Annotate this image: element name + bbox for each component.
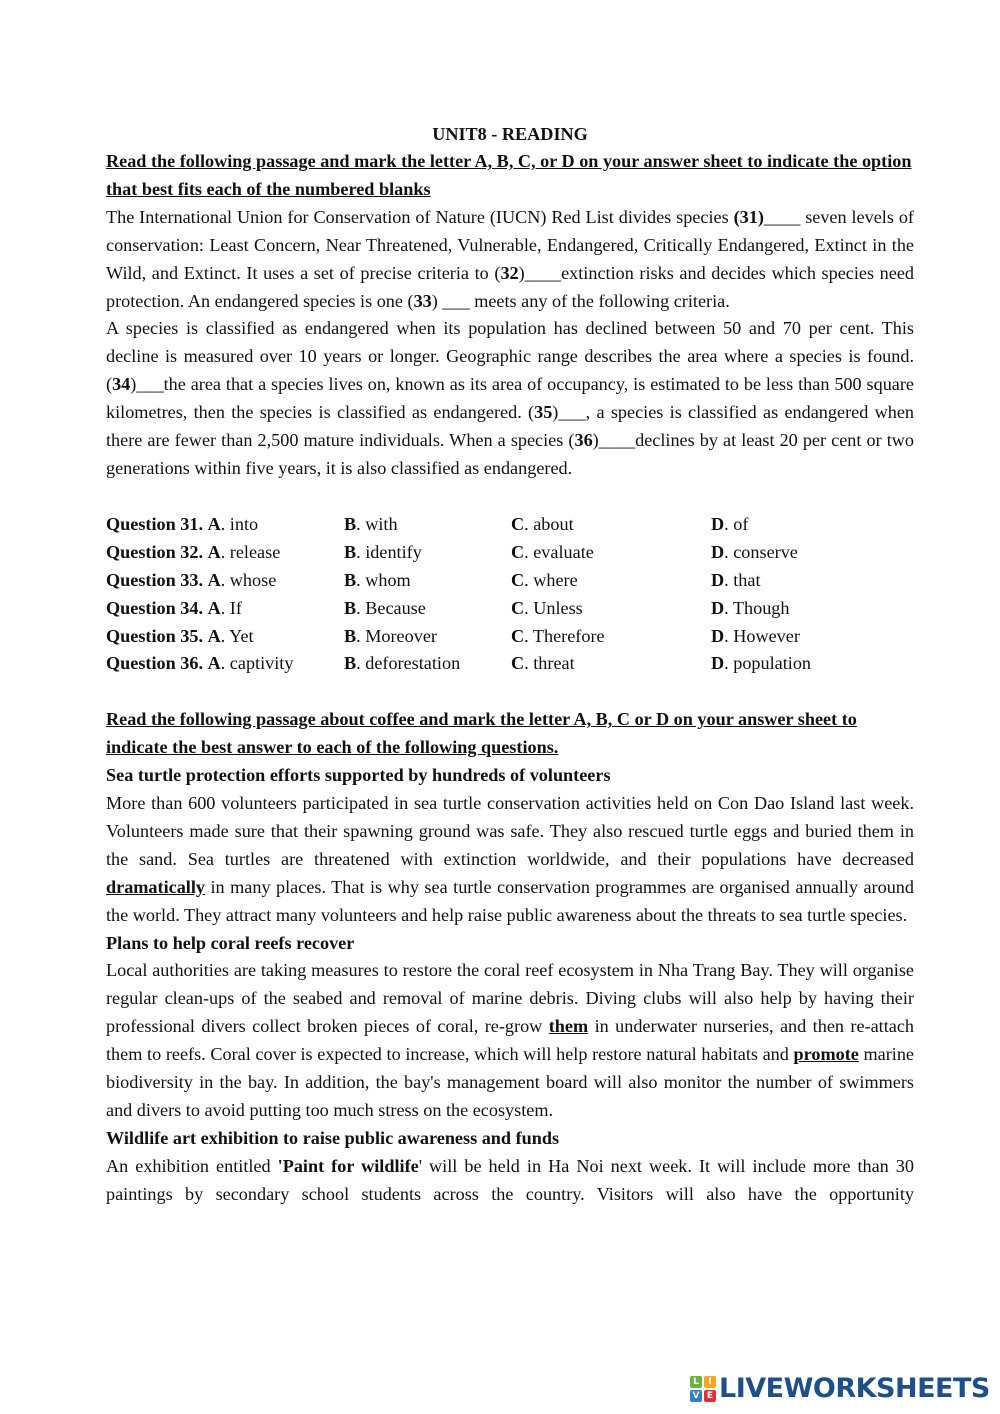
option-text: deforestation xyxy=(365,653,461,674)
article-heading-sea-turtle: Sea turtle protection efforts supported by hundreds of volunteers xyxy=(106,765,611,786)
option-separator: . xyxy=(356,569,366,590)
option-letter: C xyxy=(511,541,525,562)
article-body-coral-reefs xyxy=(106,957,914,1124)
text: ) xyxy=(552,402,559,423)
option-c xyxy=(511,595,711,623)
text: in many places. That is why sea turtle conservation programmes are organised annually around the world. They attract many volunteers and help raise public awareness about the threats to sea turtle species. xyxy=(106,876,914,925)
option-separator: . xyxy=(356,653,366,674)
option-separator: . xyxy=(524,653,534,674)
option-text: However xyxy=(733,625,800,646)
option-b xyxy=(344,595,511,623)
option-letter: A xyxy=(207,625,221,646)
live-logo-icon xyxy=(690,1376,716,1402)
option-b xyxy=(344,623,511,651)
blank-34: ___ xyxy=(136,374,164,395)
option-text: Yet xyxy=(229,625,254,646)
option-d xyxy=(711,511,911,539)
text: , a species is classified as endangered when there are fewer than 2,500 mature individuals. When a species ( xyxy=(106,402,914,451)
option-separator: . xyxy=(356,597,366,618)
option-text: identify xyxy=(365,541,422,562)
option-letter: C xyxy=(511,569,525,590)
blank-35: ___ xyxy=(558,402,586,423)
logo-letter-l: L xyxy=(690,1376,702,1388)
option-text: whom xyxy=(365,569,411,590)
option-separator: . xyxy=(524,513,534,534)
option-letter: A xyxy=(207,541,221,562)
text: in underwater nurseries, and then re-attach them to reefs. Coral cover is expected to increase, which will help restore natural habitats and xyxy=(106,1016,915,1065)
logo-wordmark: LIVEWORKSHEETS xyxy=(719,1373,990,1404)
option-b xyxy=(344,650,511,678)
page-title: UNIT8 - READING xyxy=(432,124,588,144)
blank-number-35: 35 xyxy=(534,402,553,423)
option-letter: C xyxy=(511,653,525,674)
option-text: Though xyxy=(732,597,790,618)
option-separator: . xyxy=(220,625,230,646)
option-letter: B xyxy=(344,541,357,562)
option-b xyxy=(344,539,511,567)
question-row xyxy=(106,567,911,595)
option-separator: . xyxy=(356,541,366,562)
option-separator: . xyxy=(724,597,733,618)
option-separator: . xyxy=(524,541,534,562)
blank-36: ____ xyxy=(598,430,636,451)
option-separator: . xyxy=(220,513,230,534)
text: A species is classified as endangered when its population has declined between 50 and 70 per cent. This decline is measured over 10 years or longer. Geographic range describes the area where a species is found. ( xyxy=(106,318,914,395)
spacer xyxy=(106,678,914,706)
cloze-paragraph-2 xyxy=(106,315,914,482)
text: ) xyxy=(130,374,137,395)
option-a xyxy=(106,595,344,623)
option-text: into xyxy=(229,513,259,534)
option-letter: D xyxy=(711,513,725,534)
option-c xyxy=(511,567,711,595)
option-separator: . xyxy=(220,541,230,562)
option-text: about xyxy=(533,513,574,534)
text: ) xyxy=(518,262,525,283)
option-separator: . xyxy=(356,625,366,646)
option-letter: B xyxy=(344,597,357,618)
option-letter: D xyxy=(711,625,725,646)
option-letter: D xyxy=(711,597,725,618)
option-separator: . xyxy=(220,569,230,590)
underlined-word-them: them xyxy=(548,1016,589,1037)
blank-33: ___ xyxy=(442,290,470,311)
text: Local authorities are taking measures to restore the coral reef ecosystem in Nha Trang Bay. They will organise regular clean-ups of the seabed and removal of marine debris. Diving clubs will also help by having their professional divers collect broken pieces of coral, re-grow xyxy=(106,960,914,1037)
question-row xyxy=(106,511,911,539)
option-separator: . xyxy=(524,569,534,590)
logo-letter-v: V xyxy=(690,1390,702,1402)
option-text: that xyxy=(733,569,761,590)
question-label: Question 34. xyxy=(106,597,204,618)
option-c xyxy=(511,650,711,678)
question-label: Question 36. xyxy=(106,653,204,674)
text: ) xyxy=(431,290,443,311)
text: ) xyxy=(592,430,599,451)
article-body-sea-turtle xyxy=(106,790,914,930)
text: extinction risks and decides which species need protection. An endangered species is one ( xyxy=(106,262,915,311)
text: More than 600 volunteers participated in sea turtle conservation activities held on Con Dao Island last week. Volunteers made sure that their spawning ground was safe. They also rescued turtle eggs and buried them in the sand. Sea turtles are threatened with extinction worldwide, and their populations have decreased xyxy=(106,793,914,869)
option-b xyxy=(344,567,511,595)
option-a xyxy=(106,650,344,678)
option-separator: . xyxy=(524,597,534,618)
section1-instruction: Read the following passage and mark the letter A, B, C, or D on your answer sheet to indicate the option that best fits each of the numbered blanks xyxy=(106,151,912,199)
question-label: Question 35. xyxy=(106,625,204,646)
option-letter: A xyxy=(207,653,221,674)
question-label: Question 31. xyxy=(106,513,204,534)
text: meets any of the following criteria. xyxy=(469,290,730,311)
option-separator: . xyxy=(724,569,734,590)
option-d xyxy=(711,539,911,567)
exhibition-title: 'Paint for wildlife xyxy=(277,1155,419,1176)
underlined-word-promote: promote xyxy=(793,1044,859,1065)
text: An exhibition entitled xyxy=(106,1155,278,1176)
option-c xyxy=(511,623,711,651)
option-a xyxy=(106,567,344,595)
option-letter: A xyxy=(207,597,221,618)
option-separator: . xyxy=(724,625,734,646)
blank-number-33: 33 xyxy=(413,290,432,311)
blank-number-31: (31) xyxy=(733,206,764,227)
text: ' will be held in Ha Noi next week. It will include more than 30 paintings by secondary school students across the country. Visitors will also have the opportunity xyxy=(106,1155,914,1204)
option-separator: . xyxy=(724,541,734,562)
option-letter: C xyxy=(511,513,525,534)
spacer xyxy=(106,483,914,511)
option-a xyxy=(106,539,344,567)
option-letter: C xyxy=(511,597,525,618)
questions-table xyxy=(106,511,911,678)
option-text: population xyxy=(733,653,812,674)
option-letter: D xyxy=(711,569,725,590)
logo-letter-i: I xyxy=(704,1376,716,1388)
option-letter: B xyxy=(344,513,357,534)
article-heading-wildlife-art: Wildlife art exhibition to raise public awareness and funds xyxy=(106,1127,560,1148)
option-separator: . xyxy=(356,513,366,534)
option-d xyxy=(711,595,911,623)
option-d xyxy=(711,623,911,651)
option-text: with xyxy=(365,513,398,534)
worksheet-page xyxy=(106,120,914,1209)
option-separator: . xyxy=(524,625,533,646)
option-letter: C xyxy=(511,625,525,646)
option-letter: A xyxy=(207,569,221,590)
option-separator: . xyxy=(220,653,230,674)
option-b xyxy=(344,511,511,539)
question-row xyxy=(106,623,911,651)
logo-letter-e: E xyxy=(704,1390,716,1402)
option-letter: B xyxy=(344,625,357,646)
text: The International Union for Conservation of Nature (IUCN) Red List divides species xyxy=(106,206,734,227)
question-label: Question 33. xyxy=(106,569,204,590)
question-row xyxy=(106,650,911,678)
text: ( xyxy=(494,262,501,283)
option-separator: . xyxy=(220,597,230,618)
option-a xyxy=(106,511,344,539)
option-d xyxy=(711,567,911,595)
option-text: Unless xyxy=(533,597,583,618)
blank-number-34: 34 xyxy=(112,374,131,395)
blank-number-32: 32 xyxy=(500,262,519,283)
option-a xyxy=(106,623,344,651)
option-text: threat xyxy=(533,653,575,674)
text: declines by at least 20 per cent or two generations within five years, it is also classified as endangered. xyxy=(106,430,914,478)
option-text: Because xyxy=(365,597,426,618)
option-c xyxy=(511,539,711,567)
option-text: of xyxy=(733,513,749,534)
blank-31: ____ xyxy=(763,206,801,227)
option-text: evaluate xyxy=(533,541,594,562)
option-letter: D xyxy=(711,653,725,674)
option-text: Moreover xyxy=(365,625,437,646)
blank-number-36: 36 xyxy=(574,430,593,451)
section2-instruction: Read the following passage about coffee and mark the letter A, B, C or D on your answer sheet to indicate the best answer to each of the following questions. xyxy=(106,709,857,758)
option-text: conserve xyxy=(733,541,798,562)
option-text: release xyxy=(229,541,281,562)
cloze-paragraph-1 xyxy=(106,204,914,316)
underlined-word-dramatically: dramatically xyxy=(106,876,206,897)
option-letter: D xyxy=(711,541,725,562)
liveworksheets-logo xyxy=(690,1374,990,1404)
article-body-wildlife-art xyxy=(106,1153,914,1209)
blank-32: ____ xyxy=(524,262,562,283)
option-text: Therefore xyxy=(532,625,605,646)
question-row xyxy=(106,539,911,567)
option-text: whose xyxy=(229,569,277,590)
question-row xyxy=(106,595,911,623)
article-heading-coral-reefs: Plans to help coral reefs recover xyxy=(106,932,355,953)
option-c xyxy=(511,511,711,539)
option-separator: . xyxy=(724,653,734,674)
option-text: captivity xyxy=(229,653,294,674)
option-text: If xyxy=(229,597,242,618)
question-label: Question 32. xyxy=(106,541,204,562)
text: marine biodiversity in the bay. In addition, the bay's management board will also monitor the number of swimmers and divers to avoid putting too much stress on the ecosystem. xyxy=(106,1044,914,1120)
option-d xyxy=(711,650,911,678)
option-separator: . xyxy=(724,513,734,534)
option-text: where xyxy=(533,569,578,590)
text: seven levels of conservation: Least Concern, Near Threatened, Vulnerable, Endangered, Critically Endangered, Extinct in the Wild, and Extinct. It uses a set of precise criteria to xyxy=(106,206,914,283)
option-letter: B xyxy=(344,653,357,674)
option-letter: A xyxy=(207,513,221,534)
text: the area that a species lives on, known as its area of occupancy, is estimated to be less than 500 square kilometres, then the species is classified as endangered. ( xyxy=(106,374,914,423)
option-letter: B xyxy=(344,569,357,590)
